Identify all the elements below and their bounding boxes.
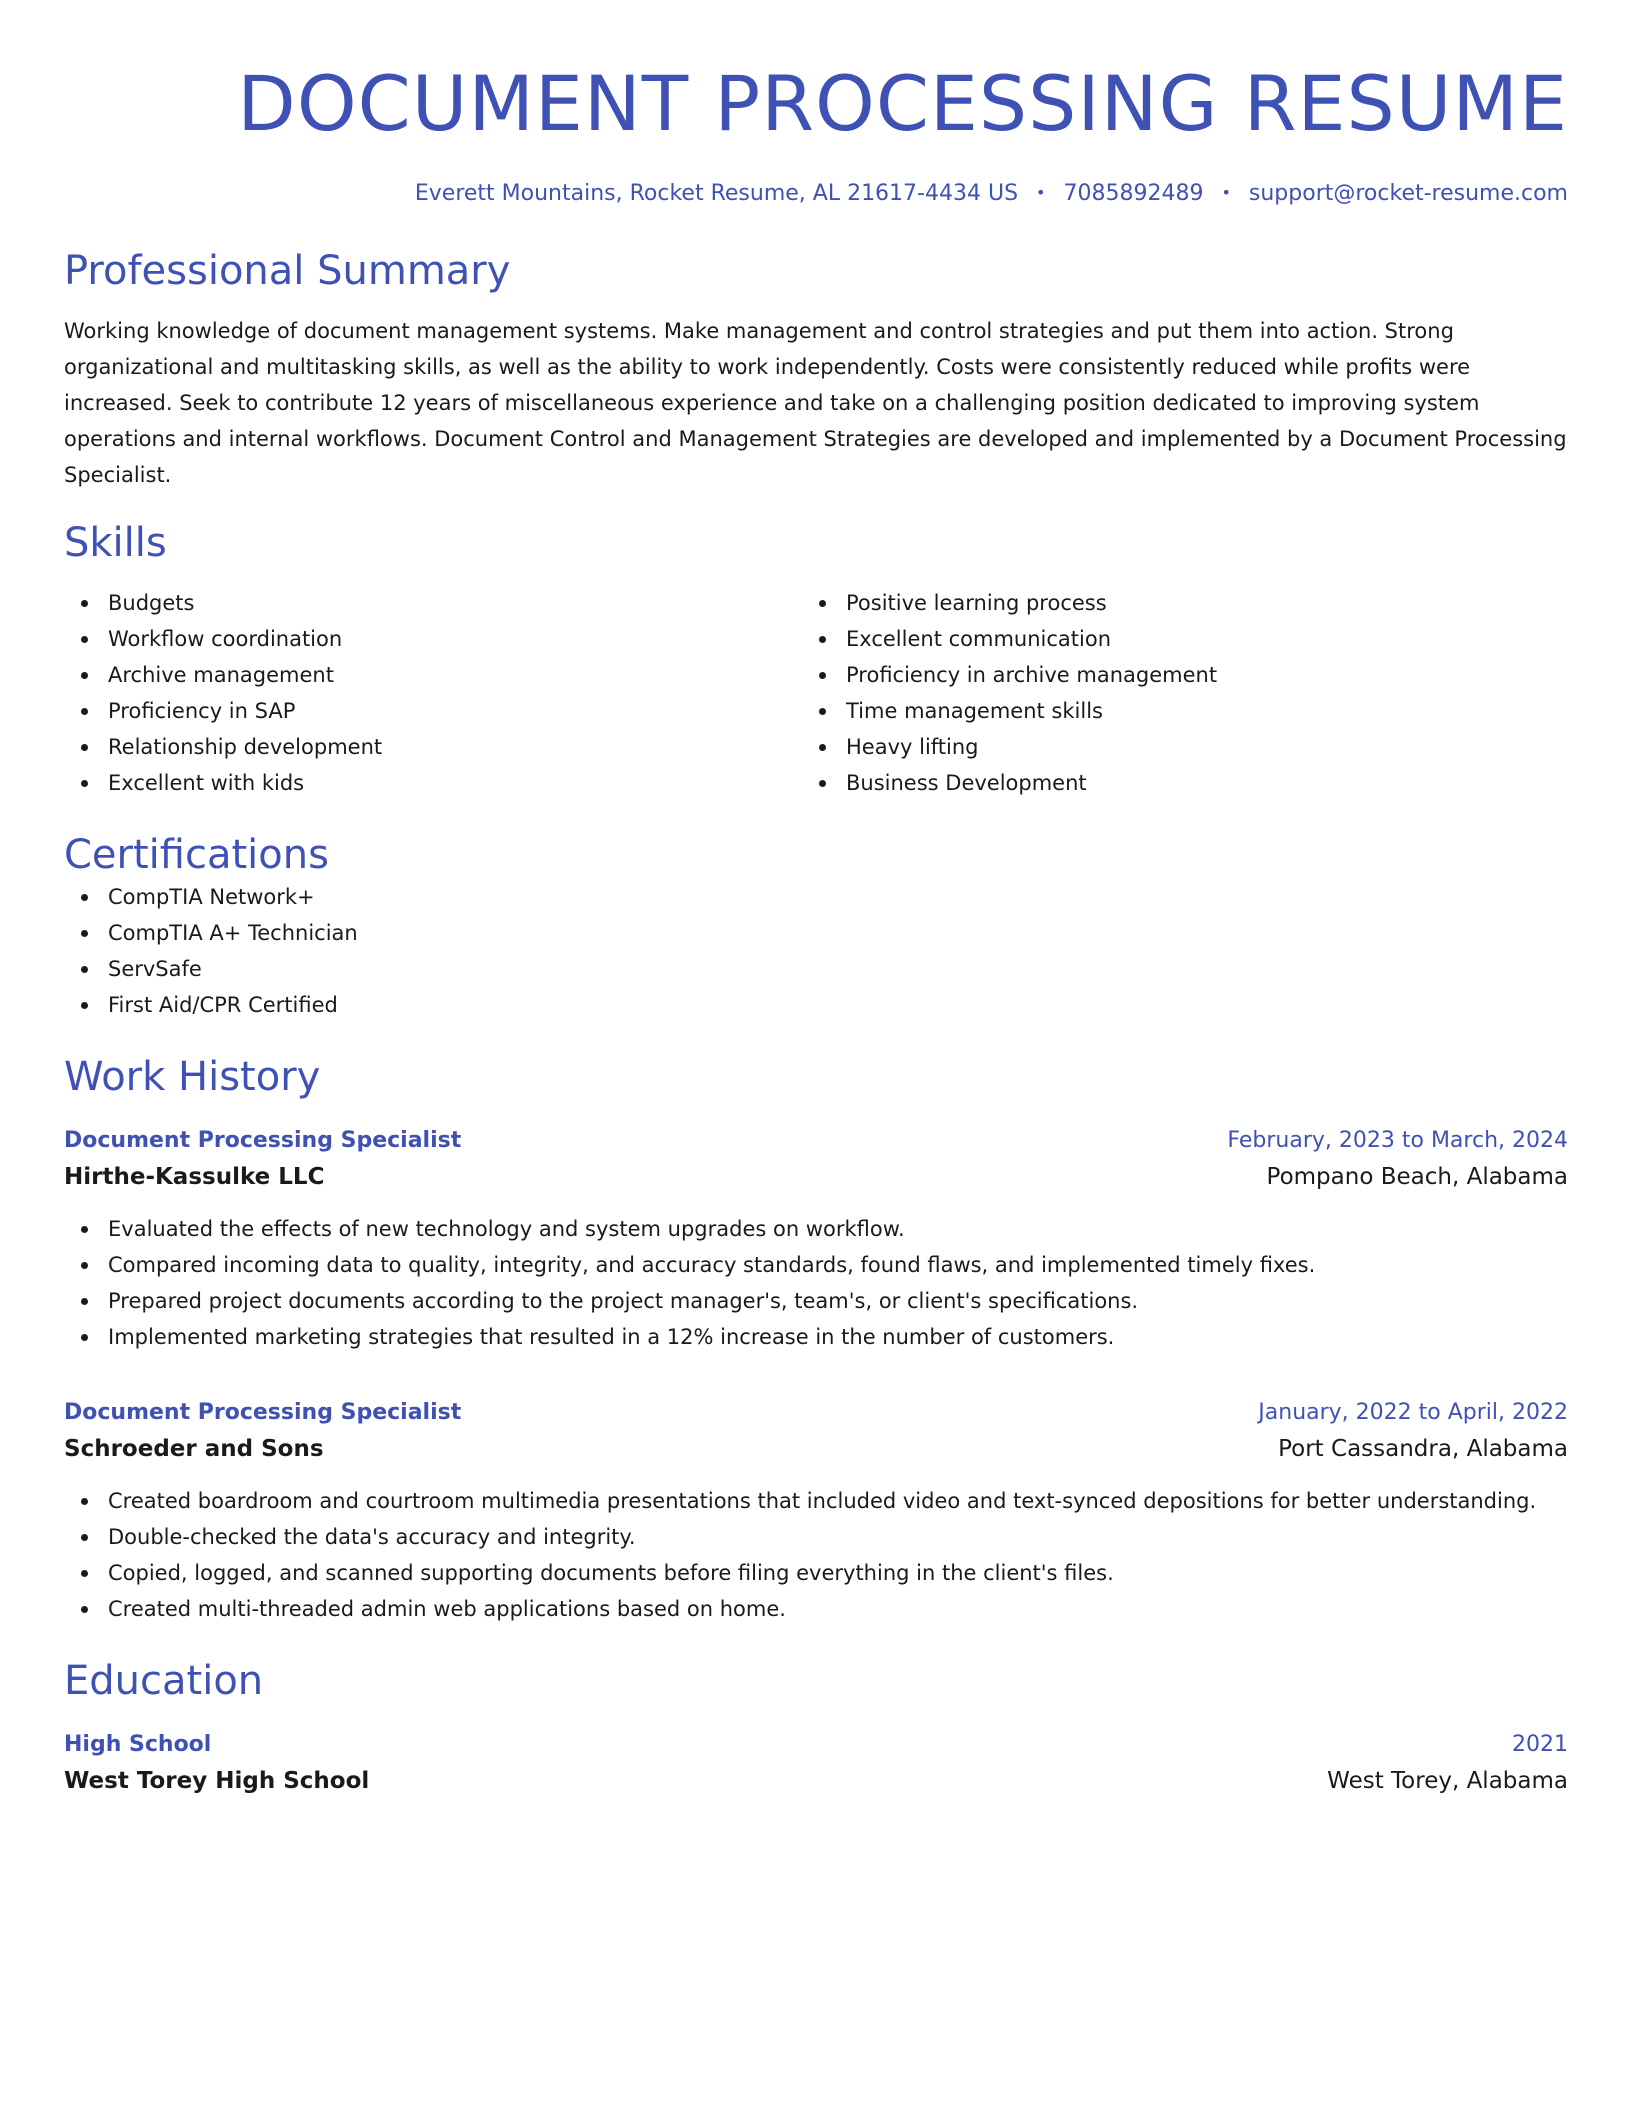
- certification-item: CompTIA Network+: [64, 879, 1568, 915]
- education-header-row: [64, 1727, 1568, 1763]
- job-company: Schroeder and Sons: [64, 1436, 324, 1462]
- skills-column-right: [802, 585, 1540, 801]
- skill-item: Excellent with kids: [64, 765, 802, 801]
- skill-item: Business Development: [802, 765, 1540, 801]
- job-company-row: [64, 1431, 1568, 1467]
- job-bullet: Evaluated the effects of new technology and system upgrades on workflow.: [64, 1211, 1568, 1247]
- job-location: Pompano Beach, Alabama: [1266, 1164, 1568, 1190]
- job-bullet: Created boardroom and courtroom multimedia presentations that included video and text-synced depositions for better understanding.: [64, 1483, 1568, 1519]
- job-bullets: [64, 1211, 1568, 1355]
- education-entry: [64, 1727, 1568, 1799]
- skill-item: Relationship development: [64, 729, 802, 765]
- skill-item: Time management skills: [802, 693, 1540, 729]
- contact-separator: •: [1221, 183, 1231, 202]
- job-bullet: Implemented marketing strategies that resulted in a 12% increase in the number of customers.: [64, 1319, 1568, 1355]
- certifications-list: [64, 879, 1568, 1023]
- job-bullet: Prepared project documents according to the project manager's, team's, or client's specifications.: [64, 1283, 1568, 1319]
- job-header-row: [64, 1395, 1568, 1431]
- job-role: Document Processing Specialist: [64, 1128, 462, 1153]
- job-entry: [64, 1123, 1568, 1355]
- education-degree: High School: [64, 1732, 212, 1757]
- contact-phone[interactable]: 7085892489: [1063, 181, 1204, 206]
- certification-item: CompTIA A+ Technician: [64, 915, 1568, 951]
- job-bullet: Compared incoming data to quality, integrity, and accuracy standards, found flaws, and implemented timely fixes.: [64, 1247, 1568, 1283]
- job-role: Document Processing Specialist: [64, 1400, 462, 1425]
- job-bullets: [64, 1483, 1568, 1627]
- certification-item: ServSafe: [64, 951, 1568, 987]
- job-bullet: Copied, logged, and scanned supporting documents before filing everything in the client's files.: [64, 1555, 1568, 1591]
- job-entry: [64, 1395, 1568, 1627]
- contact-line: [64, 178, 1568, 209]
- contact-email[interactable]: support@rocket-resume.com: [1248, 181, 1568, 206]
- skills-column-left: [64, 585, 802, 801]
- skills-list-left: [64, 585, 802, 801]
- skill-item: Proficiency in SAP: [64, 693, 802, 729]
- skill-item: Workflow coordination: [64, 621, 802, 657]
- contact-address: Everett Mountains, Rocket Resume, AL 21617-4434 US: [414, 181, 1019, 206]
- skill-item: Budgets: [64, 585, 802, 621]
- contact-separator: •: [1036, 183, 1046, 202]
- job-header-row: [64, 1123, 1568, 1159]
- skills-heading: Skills: [64, 520, 167, 566]
- skill-item: Archive management: [64, 657, 802, 693]
- certification-item: First Aid/CPR Certified: [64, 987, 1568, 1023]
- skills-grid: [64, 585, 1568, 801]
- skills-list-right: [802, 585, 1540, 801]
- job-bullet: Created multi-threaded admin web applications based on home.: [64, 1591, 1568, 1627]
- education-year: 2021: [1512, 1732, 1568, 1757]
- education-school-row: [64, 1763, 1568, 1799]
- job-dates: January, 2022 to April, 2022: [1258, 1400, 1568, 1425]
- resume-title: DOCUMENT PROCESSING RESUME: [237, 59, 1568, 148]
- job-bullet: Double-checked the data's accuracy and integrity.: [64, 1519, 1568, 1555]
- work-history-heading: Work History: [64, 1054, 321, 1100]
- job-company: Hirthe-Kassulke LLC: [64, 1164, 325, 1190]
- skill-item: Proficiency in archive management: [802, 657, 1540, 693]
- skill-item: Excellent communication: [802, 621, 1540, 657]
- education-heading: Education: [64, 1658, 264, 1704]
- education-school: West Torey High School: [64, 1768, 370, 1794]
- certifications-heading: Certifications: [64, 832, 329, 878]
- skill-item: Positive learning process: [802, 585, 1540, 621]
- skill-item: Heavy lifting: [802, 729, 1540, 765]
- education-location: West Torey, Alabama: [1327, 1768, 1568, 1794]
- summary-heading: Professional Summary: [64, 248, 511, 294]
- job-company-row: [64, 1159, 1568, 1195]
- job-dates: February, 2023 to March, 2024: [1227, 1128, 1568, 1153]
- summary-text: Working knowledge of document management systems. Make management and control strategies and put them into action. Strong organizational and multitasking skills, as well as the ability to work independently. Costs were consistently reduced while profits were increased. Seek to contribute 12 years of miscellaneous experience and take on a challenging position dedicated to improving system operations and internal workflows. Document Control and Management Strategies are developed and implemented by a Document Processing Specialist.: [64, 319, 1567, 487]
- job-location: Port Cassandra, Alabama: [1278, 1436, 1568, 1462]
